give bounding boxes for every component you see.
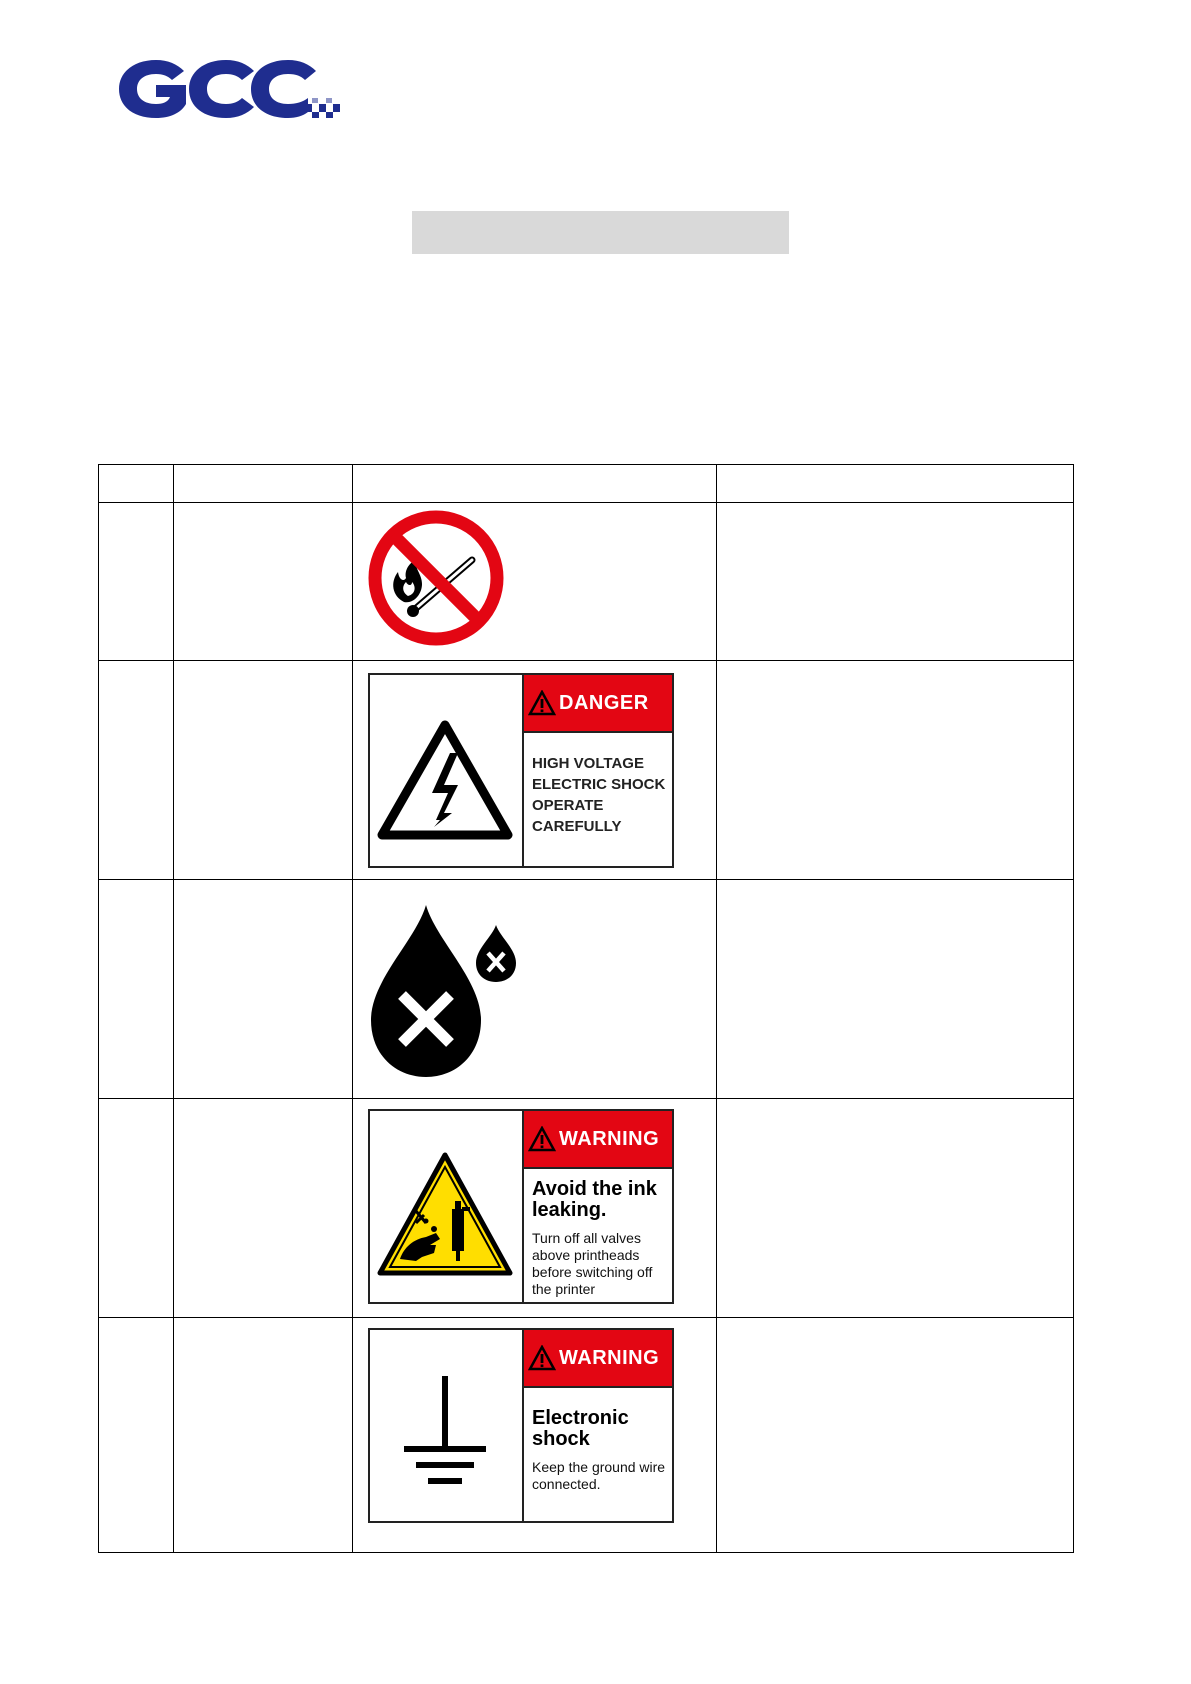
- ground-icon: [370, 1330, 524, 1521]
- label-line: ELECTRIC SHOCK: [532, 776, 666, 793]
- label-line: CAREFULLY: [532, 818, 622, 835]
- gcc-logo: [116, 52, 342, 126]
- label-body: Turn off all valves above printheads before switching off the printer: [532, 1230, 653, 1297]
- row-label-cell: [353, 1318, 717, 1553]
- section-title-bar: [412, 211, 789, 254]
- ink-leak-warning-label: [368, 1109, 674, 1304]
- row-no: [99, 880, 174, 1099]
- label-title: Electronic shock: [532, 1407, 629, 1450]
- warning-triangle-icon: [528, 690, 556, 716]
- row-name: [174, 1318, 353, 1553]
- label-header: [524, 1111, 672, 1169]
- row-description: [717, 1318, 1074, 1553]
- row-description: [717, 880, 1074, 1099]
- label-header: [524, 1330, 672, 1388]
- label-header-text: WARNING: [559, 1346, 660, 1369]
- table-row: [99, 1318, 1074, 1553]
- no-ink-drops-icon: [366, 885, 526, 1085]
- warning-triangle-icon: [528, 1345, 556, 1371]
- no-open-flame-icon: [366, 508, 506, 648]
- label-line: HIGH VOLTAGE: [532, 755, 644, 772]
- row-label-cell: [353, 1099, 717, 1318]
- row-name: [174, 1099, 353, 1318]
- row-no: [99, 661, 174, 880]
- gcc-logo-icon: [116, 52, 342, 126]
- header-description: [717, 465, 1074, 503]
- safety-labels-table: [98, 464, 1074, 1553]
- header-label: [353, 465, 717, 503]
- danger-label: [368, 673, 674, 868]
- table-row: [99, 661, 1074, 880]
- label-body: Keep the ground wire connected.: [532, 1459, 666, 1492]
- table-header-row: [99, 465, 1074, 503]
- label-header: [524, 675, 672, 733]
- warning-triangle-icon: [528, 1126, 556, 1152]
- row-label-cell: [353, 503, 717, 661]
- header-name: [174, 465, 353, 503]
- ground-warning-label: [368, 1328, 674, 1523]
- header-no: [99, 465, 174, 503]
- row-label-cell: [353, 880, 717, 1099]
- row-description: [717, 503, 1074, 661]
- row-name: [174, 503, 353, 661]
- label-title: Avoid the ink leaking.: [532, 1178, 657, 1221]
- row-description: [717, 661, 1074, 880]
- row-name: [174, 880, 353, 1099]
- row-label-cell: [353, 661, 717, 880]
- label-header-text: WARNING: [559, 1127, 660, 1150]
- ink-leak-warning-icon: [370, 1111, 524, 1302]
- row-description: [717, 1099, 1074, 1318]
- high-voltage-icon: [370, 675, 524, 866]
- label-line: OPERATE: [532, 797, 604, 814]
- row-no: [99, 1099, 174, 1318]
- label-header-text: DANGER: [559, 691, 649, 714]
- row-no: [99, 1318, 174, 1553]
- row-no: [99, 503, 174, 661]
- table-row: [99, 880, 1074, 1099]
- row-name: [174, 661, 353, 880]
- table-row: [99, 503, 1074, 661]
- table-row: [99, 1099, 1074, 1318]
